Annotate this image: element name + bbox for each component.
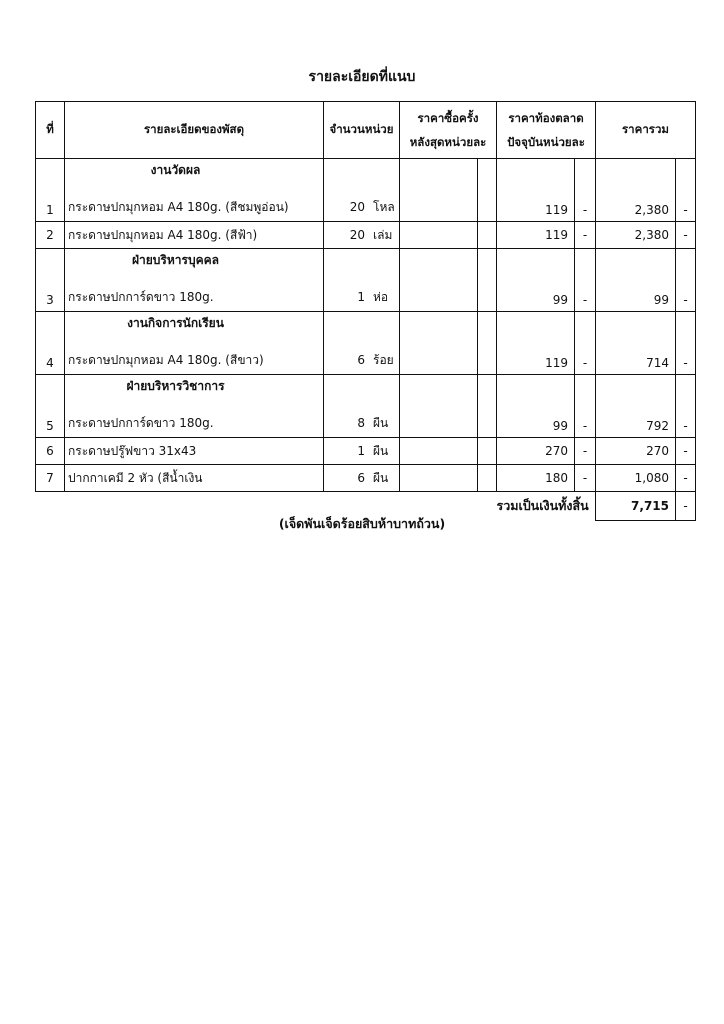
table-row: 6 กระดาษปรู๊ฟขาว 31x43 1 ผืน 270 - 270 -: [36, 438, 696, 465]
item-quantity: 20 โหล: [324, 159, 400, 222]
table-row: 7 ปากกาเคมี 2 หัว (สีน้ำเงิน 6 ผืน 180 - 1,080 -: [36, 465, 696, 492]
group-title: งานกิจการนักเรียน: [127, 316, 224, 330]
item-description: กระดาษปกมุกหอม A4 180g. (สีชมพูอ่อน): [68, 200, 289, 214]
item-price: 270: [497, 438, 575, 465]
col-header-total: ราคารวม: [596, 102, 696, 159]
item-total: 2,380: [596, 222, 676, 249]
grand-total-label: รวมเป็นเงินทั้งสิ้น: [497, 492, 596, 521]
table-row: 1 งานวัดผล กระดาษปกมุกหอม A4 180g. (สีชมพูอ่อน) 20 โหล 119 - 2,380 -: [36, 159, 696, 222]
group-title: ฝ่ายบริหารบุคคล: [132, 253, 219, 267]
item-quantity: 8 ผืน: [324, 375, 400, 438]
col-header-last-price: ราคาซื้อครั้ง หลังสุดหน่วยละ: [400, 102, 497, 159]
col-header-no: ที่: [36, 102, 65, 159]
header-row: [36, 102, 696, 159]
item-description: กระดาษปกการ์ดขาว 180g.: [68, 290, 214, 304]
group-title: ฝ่ายบริหารวิชาการ: [126, 379, 225, 393]
table-row: 2 กระดาษปกมุกหอม A4 180g. (สีฟ้า) 20 เล่ม 119 - 2,380 -: [36, 222, 696, 249]
item-total: 99: [596, 249, 676, 312]
item-description: กระดาษปกมุกหอม A4 180g. (สีฟ้า): [65, 222, 324, 249]
group-title: งานวัดผล: [150, 163, 201, 177]
col-header-quantity: จำนวนหน่วย: [324, 102, 400, 159]
item-description: กระดาษปรู๊ฟขาว 31x43: [65, 438, 324, 465]
item-quantity: 6 ผืน: [324, 465, 400, 492]
amount-in-words: (เจ็ดพันเจ็ดร้อยสิบห้าบาทถ้วน): [278, 516, 446, 531]
item-total: 2,380: [596, 159, 676, 222]
item-description: กระดาษปกการ์ดขาว 180g.: [68, 416, 214, 430]
item-price: 119: [497, 222, 575, 249]
col-header-description: รายละเอียดของพัสดุ: [65, 102, 324, 159]
item-price: 119: [497, 159, 575, 222]
item-total: 270: [596, 438, 676, 465]
item-price: 99: [497, 375, 575, 438]
table-row: 3 ฝ่ายบริหารบุคคล กระดาษปกการ์ดขาว 180g. 1 ห่อ 99 - 99 -: [36, 249, 696, 312]
table-row: 5 ฝ่ายบริหารวิชาการ กระดาษปกการ์ดขาว 180g. 8 ผืน 99 - 792 -: [36, 375, 696, 438]
items-table: [35, 101, 696, 521]
item-quantity: 20 เล่ม: [324, 222, 400, 249]
item-total: 714: [596, 312, 676, 375]
grand-total-row: รวมเป็นเงินทั้งสิ้น 7,715 -: [36, 492, 696, 521]
document-title: รายละเอียดที่แนบ: [308, 69, 416, 85]
item-quantity: 1 ผืน: [324, 438, 400, 465]
item-description: ปากกาเคมี 2 หัว (สีน้ำเงิน: [65, 465, 324, 492]
item-description: กระดาษปกมุกหอม A4 180g. (สีขาว): [68, 353, 264, 367]
item-total: 792: [596, 375, 676, 438]
item-total: 1,080: [596, 465, 676, 492]
grand-total-value: 7,715: [596, 492, 676, 521]
item-price: 119: [497, 312, 575, 375]
item-price: 180: [497, 465, 575, 492]
item-quantity: 1 ห่อ: [324, 249, 400, 312]
col-header-market-price: ราคาท้องตลาด ปัจจุบันหน่วยละ: [497, 102, 596, 159]
item-price: 99: [497, 249, 575, 312]
item-quantity: 6 ร้อย: [324, 312, 400, 375]
table-row: 4 งานกิจการนักเรียน กระดาษปกมุกหอม A4 180g. (สีขาว) 6 ร้อย 119 - 714 -: [36, 312, 696, 375]
